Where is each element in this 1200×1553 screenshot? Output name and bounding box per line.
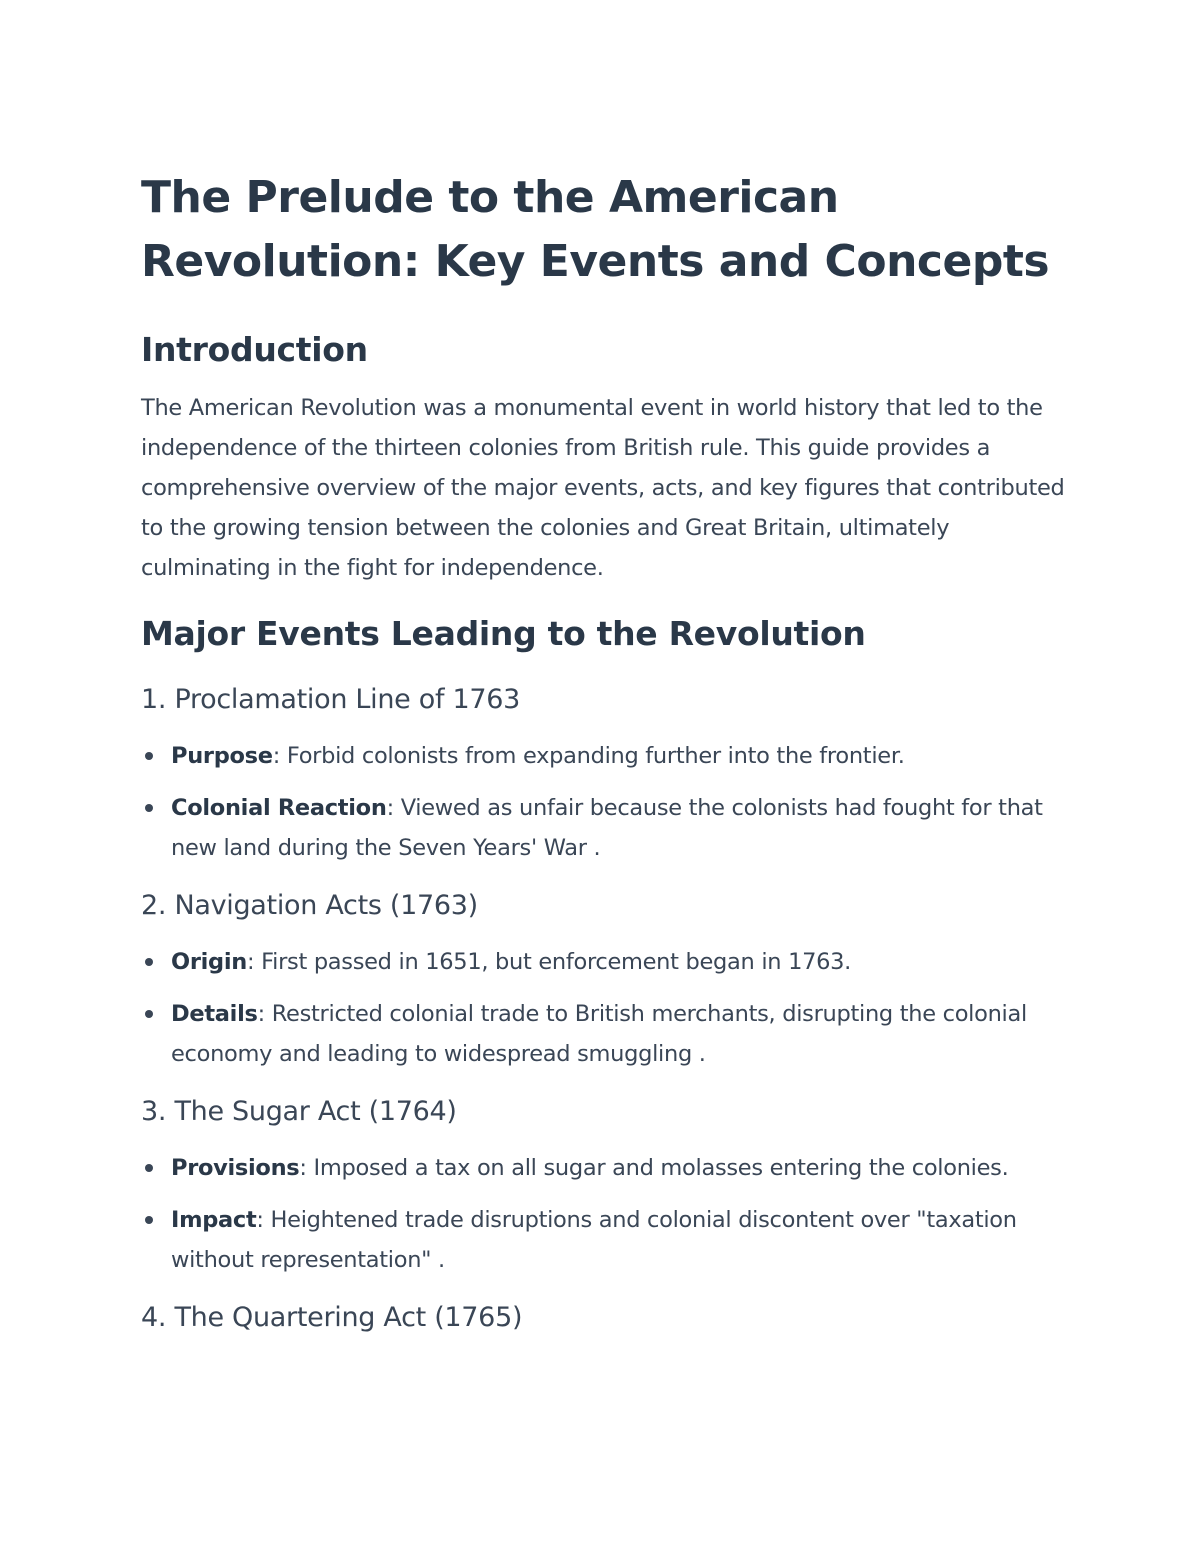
section-navigation-acts [141,886,1071,1074]
list-item-term: Origin [171,949,247,975]
bullet-icon [145,752,153,760]
list-item-term: Impact [171,1207,257,1233]
list-item-text: : Imposed a tax on all sugar and molasses entering the colonies. [299,1155,1009,1181]
bullet-list [141,942,1071,1074]
list-item-text: : Viewed as unfair because the colonists had fought for that new land during the Seven Years' War . [171,795,1043,861]
list-item-text: : First passed in 1651, but enforcement began in 1763. [246,949,851,975]
list-item [141,788,1071,868]
list-item-term: Colonial Reaction [171,795,387,821]
section-proclamation-line [141,680,1071,868]
bullet-icon [145,1164,153,1172]
list-item [141,942,1071,982]
section-heading: 4. The Quartering Act (1765) [141,1302,523,1333]
section-sugar-act [141,1092,1071,1280]
document-title: The Prelude to the American Revolution: Key Events and Concepts [141,172,1050,287]
document-page [141,166,1071,1338]
list-item [141,994,1071,1074]
list-item-term: Details [171,1001,258,1027]
list-item [141,1200,1071,1280]
bullet-icon [145,804,153,812]
list-item-text: : Forbid colonists from expanding further into the frontier. [272,743,905,769]
major-events-heading: Major Events Leading to the Revolution [141,614,866,653]
list-item-term: Provisions [171,1155,300,1181]
bullet-icon [145,1216,153,1224]
bullet-list [141,736,1071,868]
section-heading: 3. The Sugar Act (1764) [141,1096,457,1127]
introduction-heading: Introduction [141,330,368,369]
list-item-text: : Heightened trade disruptions and colonial discontent over "taxation without representation" . [171,1207,1017,1273]
list-item [141,1148,1071,1188]
introduction-paragraph: The American Revolution was a monumental event in world history that led to the independence of the thirteen colonies from British rule. This guide provides a comprehensive overview of the major events, acts, and key figures that contributed to the growing tension between the colonies and Great Britain, ultimately culminating in the fight for independence. [141,395,1065,581]
list-item-text: : Restricted colonial trade to British merchants, disrupting the colonial economy and leading to widespread smuggling . [171,1001,1027,1067]
list-item [141,736,1071,776]
list-item-term: Purpose [171,743,273,769]
section-heading: 2. Navigation Acts (1763) [141,890,478,921]
section-quartering-act [141,1298,1071,1338]
bullet-icon [145,1010,153,1018]
bullet-icon [145,958,153,966]
bullet-list [141,1148,1071,1280]
section-heading: 1. Proclamation Line of 1763 [141,684,520,715]
